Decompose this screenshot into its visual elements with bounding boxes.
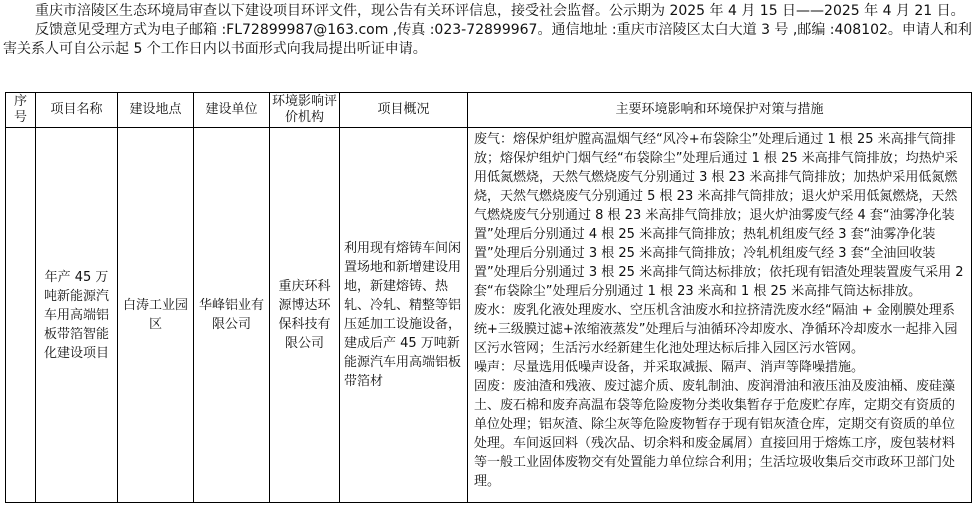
- header-project-name: 项目名称: [36, 93, 118, 128]
- measure-gas: 废气：熔保炉组炉膛高温烟气经“风冷+布袋除尘”处理后通过 1 根 25 米高排气筒排放；熔保炉组炉门烟气经“布袋除尘”处理后通过 1 根 25 米高排气筒排放；均热炉采用低氮燃烧，天然气燃烧废气分别通过 3 根 23 米高排气筒排放；加热炉采用低氮燃烧，天然气燃烧废气分别通过 5 根 23 米高排气筒排放；退火炉采用低氮燃烧，天然气燃烧废气分别通过 8 根 23 米高排气筒排放；退火炉油雾废气经 4 套“油雾净化装置”处理后分别通过 4 根 25 米高排气筒排放；热轧机组废气经 3 套“油雾净化装置”处理后分别通过 3 根 25 米高排气筒排放；冷轧机组废气经 3 套“全油回收装置”处理后分别通过 3 根 25 米高排气筒达标排放；依托现有铝渣处理装置废气采用 2 套“布袋除尘”处理后分别通过 1 根 23 米高和 1 根 25 米高排气筒达标排放。: [474, 132, 964, 299]
- intro-paragraph-publicity: 重庆市涪陵区生态环境局审查以下建设项目环评文件，现公告有关环评信息，接受社会监督。公示期为 2025 年 4 月 15 日——2025 年 4 月 21 日。: [35, 3, 965, 19]
- measure-noise: 噪声：尽量选用低噪声设备，并采取减振、隔声、消声等降噪措施。: [474, 360, 865, 375]
- project-table: [5, 92, 972, 503]
- cell-builder: 华峰铝业有限公司: [194, 128, 270, 503]
- measure-solid: 固废：废油渣和残液、废过滤介质、废轧制油、废润滑油和液压油及废油桶、废硅藻土、废石棉和废弃高温布袋等危险废物分类收集暂存于危废贮存库，定期交有资质的单位处理；铝灰渣、除尘灰等危险废物暂存于现有铝灰渣仓库，定期交有资质的单位处理。车间返回料（残次品、切余料和废金属屑）直接回用于熔炼工序，废包装材料等一般工业固体废物交有处置能力单位综合利用；生活垃圾收集后交市政环卫部门处理。: [474, 379, 956, 489]
- cell-overview: 利用现有熔铸车间闲置场地和新增建设用地，新建熔铸、热轧、冷轧、精整等铝压延加工设施设备，建成后产 45 万吨新能源汽车用高端铝板带箔材: [340, 128, 468, 503]
- measure-water: 废水：废乳化液处理废水、空压机含油废水和拉挤清洗废水经“隔油 + 金刚膜处理系统+三级膜过滤+浓缩液蒸发”处理后与油循环冷却废水、净循环冷却废水一起排入园区污水管网；生活污水经新建生化池处理达标后排入园区污水管网。: [474, 303, 958, 356]
- table-header-row: [6, 93, 972, 128]
- cell-location: 白涛工业园区: [118, 128, 194, 503]
- header-eia-agency: 环境影响评价机构: [270, 93, 340, 128]
- header-seq: 序号: [6, 93, 36, 128]
- table-row: [6, 128, 972, 503]
- header-overview: 项目概况: [340, 93, 468, 128]
- cell-measures: [468, 128, 972, 503]
- cell-seq: [6, 128, 36, 503]
- cell-project-name: 年产 45 万吨新能源汽车用高端铝板带箔智能化建设项目: [36, 128, 118, 503]
- header-builder: 建设单位: [194, 93, 270, 128]
- header-measures: 主要环境影响和环境保护对策与措施: [468, 93, 972, 128]
- header-location: 建设地点: [118, 93, 194, 128]
- announcement-intro: [3, 2, 973, 59]
- intro-paragraph-feedback: 反馈意见受理方式为电子邮箱 :FL72899987@163.com ,传真 :023-72899967。通信地址 :重庆市涪陵区太白大道 3 号 ,邮编 :408102。申请人和利害关系人可自公示起 5 个工作日内以书面形式向我局提出听证申请。: [3, 22, 972, 57]
- cell-eia-agency: 重庆环科源博达环保科技有限公司: [270, 128, 340, 503]
